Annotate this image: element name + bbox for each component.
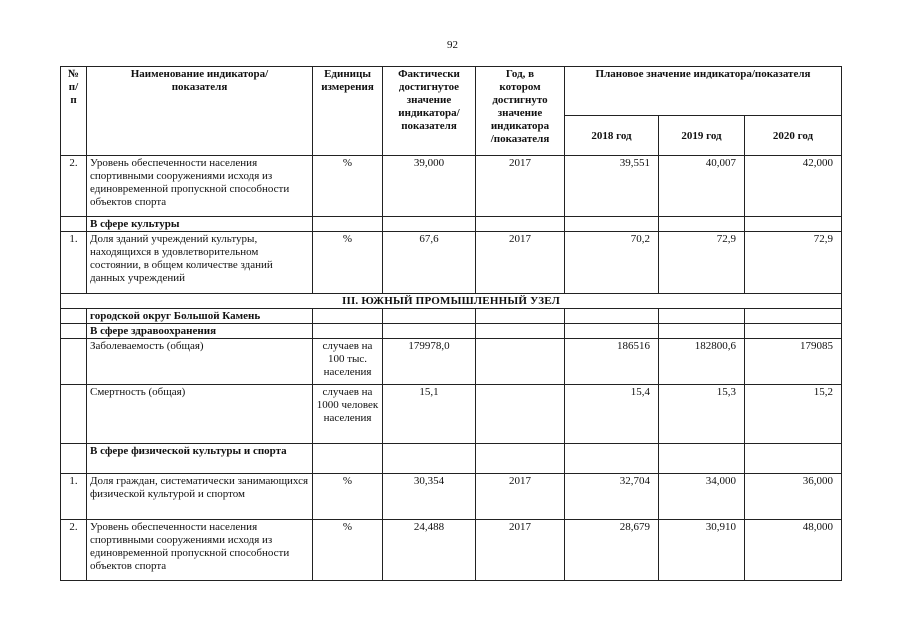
row-actual: 67,6 [383,232,476,294]
group-heading: городской округ Большой Камень [87,309,313,324]
row-2019: 72,9 [659,232,745,294]
row-actual: 179978,0 [383,339,476,385]
row-2018: 70,2 [565,232,659,294]
header-plan: Плановое значение индикатора/показателя [565,67,842,116]
table-header [61,67,842,156]
row-actual: 15,1 [383,385,476,444]
row-2018: 32,704 [565,474,659,520]
row-unit: % [313,232,383,294]
table-row [61,156,842,217]
header-num: № п/ п [61,67,87,156]
row-actual: 39,000 [383,156,476,217]
row-num [61,339,87,385]
header-actual: Фактически достигнутое значение индикатора/ показателя [383,67,476,156]
header-2018: 2018 год [565,116,659,156]
row-unit: % [313,474,383,520]
page-number: 92 [447,39,458,51]
row-2020: 48,000 [745,520,842,581]
table-row [61,324,842,339]
row-2020: 72,9 [745,232,842,294]
table-row [61,294,842,309]
row-actual: 24,488 [383,520,476,581]
row-year [476,339,565,385]
row-name: Смертность (общая) [87,385,313,444]
header-2019: 2019 год [659,116,745,156]
row-year: 2017 [476,474,565,520]
row-2018: 28,679 [565,520,659,581]
row-2019: 15,3 [659,385,745,444]
row-num: 2. [61,520,87,581]
table-row [61,474,842,520]
row-2018: 39,551 [565,156,659,217]
header-2020: 2020 год [745,116,842,156]
section-title: III. ЮЖНЫЙ ПРОМЫШЛЕННЫЙ УЗЕЛ [61,294,842,309]
row-year: 2017 [476,520,565,581]
row-year [476,385,565,444]
row-2020: 15,2 [745,385,842,444]
row-num: 2. [61,156,87,217]
row-2020: 42,000 [745,156,842,217]
row-2019: 40,007 [659,156,745,217]
group-heading: В сфере здравоохранения [87,324,313,339]
row-name: Уровень обеспеченности населения спортивными сооружениями исходя из единовременной пропускной способности объектов спорта [87,520,313,581]
row-name: Заболеваемость (общая) [87,339,313,385]
header-name: Наименование индикатора/ показателя [87,67,313,156]
indicator-table [60,66,842,581]
row-actual: 30,354 [383,474,476,520]
table-row [61,520,842,581]
table-row [61,309,842,324]
row-unit: % [313,520,383,581]
table-row [61,385,842,444]
row-year: 2017 [476,232,565,294]
table-row [61,217,842,232]
table-row [61,339,842,385]
row-year: 2017 [476,156,565,217]
header-year: Год, в котором достигнуто значение индикатора /показателя [476,67,565,156]
row-name: Доля зданий учреждений культуры, находящихся в удовлетворительном состоянии, в общем количестве зданий данных учреждений [87,232,313,294]
row-2020: 179085 [745,339,842,385]
header-units: Единицы измерения [313,67,383,156]
table-row [61,444,842,474]
row-unit: % [313,156,383,217]
row-2018: 186516 [565,339,659,385]
row-name: Доля граждан, систематически занимающихся физической культурой и спортом [87,474,313,520]
row-2019: 182800,6 [659,339,745,385]
row-num: 1. [61,474,87,520]
table-row [61,232,842,294]
row-2018: 15,4 [565,385,659,444]
row-2020: 36,000 [745,474,842,520]
row-unit: случаев на 100 тыс. населения [313,339,383,385]
row-num: 1. [61,232,87,294]
group-heading: В сфере культуры [87,217,313,232]
table-body [61,156,842,581]
row-num [61,385,87,444]
row-2019: 30,910 [659,520,745,581]
row-unit: случаев на 1000 человек населения [313,385,383,444]
row-name: Уровень обеспеченности населения спортивными сооружениями исходя из единовременной пропускной способности объектов спорта [87,156,313,217]
group-heading: В сфере физической культуры и спорта [87,444,313,474]
row-2019: 34,000 [659,474,745,520]
